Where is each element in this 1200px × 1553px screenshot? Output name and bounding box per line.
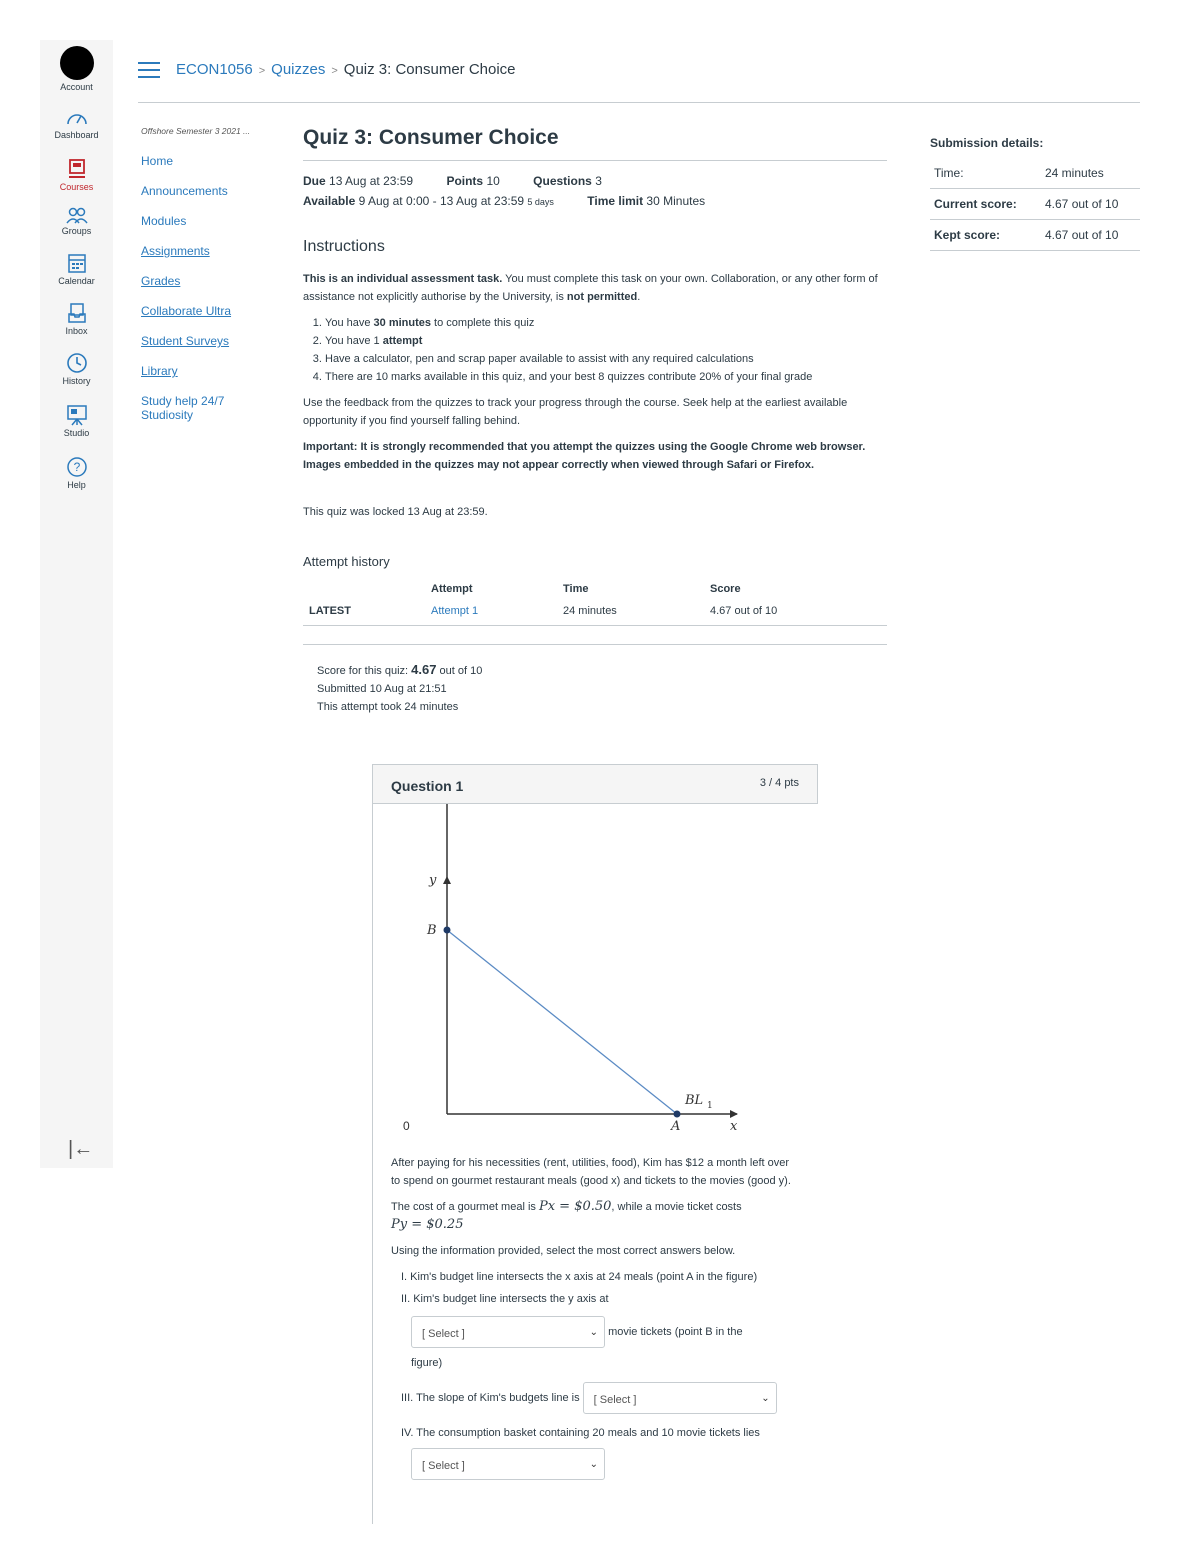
x-axis-label: x bbox=[730, 1119, 738, 1134]
nav-studio[interactable]: Studio bbox=[40, 404, 113, 438]
question-paragraph: After paying for his necessities (rent, utilities, food), Kim has $12 a month left over to spend on gourmet restaurant meals (good x) and tickets to the movies (good y). bbox=[391, 1157, 791, 1187]
breadcrumb-separator: > bbox=[258, 65, 266, 77]
origin-label: 0 bbox=[403, 1119, 410, 1133]
courses-icon bbox=[67, 158, 87, 180]
instructions-heading: Instructions bbox=[303, 238, 385, 255]
page-title: Quiz 3: Consumer Choice bbox=[303, 126, 887, 161]
time-limit-value: 30 Minutes bbox=[646, 194, 706, 208]
submission-row: Kept score: 4.67 out of 10 bbox=[930, 220, 1140, 251]
course-nav-studiosity[interactable]: Study help 24/7 Studiosity bbox=[141, 394, 225, 422]
studio-icon bbox=[66, 404, 88, 426]
feedback-paragraph: Use the feedback from the quizzes to track your progress through the course. Seek help at the earliest available opportunity if you find yourself falling behind. bbox=[303, 397, 848, 427]
course-nav bbox=[141, 126, 261, 438]
course-nav-grades[interactable]: Grades bbox=[141, 274, 181, 288]
slope-select[interactable]: [ Select ] ⌄ bbox=[583, 1382, 777, 1414]
due-value: 13 Aug at 23:59 bbox=[329, 174, 414, 188]
chevron-down-icon: ⌄ bbox=[589, 1327, 598, 1338]
y-intercept-select[interactable]: [ Select ] ⌄ bbox=[411, 1316, 605, 1348]
statement-iii: III. The slope of Kim's budgets line is bbox=[401, 1391, 580, 1404]
nav-groups[interactable]: Groups bbox=[40, 206, 113, 236]
important-paragraph: Important: It is strongly recommended that you attempt the quizzes using the Google Chrome web browser. Images embedded in the quizzes may not appear correctly when viewed through Safari or Firefox. bbox=[303, 441, 866, 471]
attempt-link[interactable]: Attempt 1 bbox=[431, 605, 479, 617]
nav-calendar[interactable]: Calendar bbox=[40, 252, 113, 286]
statement-iv: IV. The consumption basket containing 20 meals and 10 movie tickets lies bbox=[401, 1427, 760, 1439]
available-value: 9 Aug at 0:00 - 13 Aug at 23:59 bbox=[358, 194, 525, 208]
question-statements: I. Kim's budget line intersects the x axis at 24 meals (point A in the figure) II. Kim's budget line intersects the y axis at [ Select ] ⌄ movie tickets (point B in the figure) III. The slope of Kim's budgets line is [ Select ] ⌄ IV. The consumption basket containing 20 meals and 10 movie tickets lies [ Select ] ⌄ bbox=[391, 1268, 800, 1480]
list-item: 1. You have 30 minutes to complete this quiz bbox=[325, 314, 887, 332]
available-days: 5 days bbox=[527, 197, 554, 207]
question-body bbox=[373, 1154, 818, 1480]
breadcrumb-course[interactable]: ECON1056 bbox=[176, 61, 253, 78]
available-label: Available bbox=[303, 194, 356, 208]
course-nav-modules[interactable]: Modules bbox=[141, 214, 187, 228]
question-card bbox=[372, 764, 818, 1524]
table-row: LATEST Attempt 1 24 minutes 4.67 out of 10 bbox=[303, 599, 887, 626]
course-nav-library[interactable]: Library bbox=[141, 364, 178, 378]
y-axis-label: y bbox=[429, 873, 437, 888]
divider bbox=[303, 644, 887, 645]
term-label: Offshore Semester 3 2021 ... bbox=[141, 126, 251, 136]
budget-line bbox=[447, 930, 677, 1114]
submission-details bbox=[930, 136, 1140, 251]
y-arrow-icon bbox=[443, 876, 451, 884]
dashboard-icon bbox=[66, 108, 88, 128]
intro-paragraph: This is an individual assessment task. You must complete this task on your own. Collaboration, or any other form of assistance not explicitly authorise by the University, is not permitted. bbox=[303, 273, 878, 303]
breadcrumb-bar bbox=[138, 60, 1140, 103]
course-nav-assignments[interactable]: Assignments bbox=[141, 244, 210, 258]
due-label: Due bbox=[303, 174, 326, 188]
price-x: Px = $0.50 bbox=[538, 1199, 612, 1214]
nav-dashboard[interactable]: Dashboard bbox=[40, 108, 113, 140]
question-title: Question 1 bbox=[391, 778, 464, 794]
bl1-label: BL bbox=[685, 1093, 704, 1108]
list-item: 3. Have a calculator, pen and scrap paper available to assist with any required calculations bbox=[325, 350, 887, 368]
score-value: 4.67 bbox=[411, 662, 437, 677]
history-icon bbox=[66, 352, 88, 374]
collapse-nav-icon[interactable]: |← bbox=[68, 1138, 94, 1160]
nav-help[interactable]: ? Help bbox=[40, 456, 113, 490]
breadcrumb-current: Quiz 3: Consumer Choice bbox=[343, 61, 516, 78]
statement-ii: II. Kim's budget line intersects the y axis at bbox=[401, 1293, 609, 1305]
budget-line-graph bbox=[385, 804, 805, 1154]
submission-heading: Submission details: bbox=[930, 136, 1044, 150]
locked-notice: This quiz was locked 13 Aug at 23:59. bbox=[303, 506, 488, 518]
calendar-icon bbox=[67, 252, 87, 274]
inbox-icon bbox=[67, 302, 87, 324]
attempt-history-table: Attempt Time Score LATEST Attempt 1 24 minutes 4.67 out of 10 bbox=[303, 579, 887, 626]
chevron-down-icon: ⌄ bbox=[761, 1393, 770, 1404]
breadcrumb bbox=[176, 60, 516, 81]
price-y: Py = $0.25 bbox=[391, 1217, 464, 1232]
statement-i: I. Kim's budget line intersects the x axis at 24 meals (point A in the figure) bbox=[401, 1271, 758, 1283]
instructions-list bbox=[303, 314, 887, 386]
course-nav-collaborate-ultra[interactable]: Collaborate Ultra bbox=[141, 304, 232, 318]
point-b bbox=[444, 927, 451, 934]
quiz-meta bbox=[303, 171, 887, 212]
list-item: 4. There are 10 marks available in this quiz, and your best 8 quizzes contribute 20% of your final grade bbox=[325, 368, 887, 386]
points-value: 10 bbox=[486, 174, 500, 188]
svg-text:?: ? bbox=[73, 460, 80, 474]
course-nav-student-surveys[interactable]: Student Surveys bbox=[141, 334, 230, 348]
global-nav bbox=[40, 40, 113, 1168]
time-limit-label: Time limit bbox=[587, 194, 644, 208]
bl1-subscript: 1 bbox=[707, 1101, 713, 1111]
submission-row: Time: 24 minutes bbox=[930, 158, 1140, 189]
nav-inbox[interactable]: Inbox bbox=[40, 302, 113, 336]
questions-label: Questions bbox=[533, 174, 592, 188]
course-nav-home[interactable]: Home bbox=[141, 154, 174, 168]
groups-icon bbox=[65, 206, 89, 224]
question-prices: The cost of a gourmet meal is Px = $0.50, while a movie ticket costs Py = $0.25 bbox=[391, 1199, 742, 1232]
breadcrumb-quizzes[interactable]: Quizzes bbox=[271, 61, 326, 78]
list-item: 2. You have 1 attempt bbox=[325, 332, 887, 350]
point-a bbox=[674, 1111, 681, 1118]
point-b-label: B bbox=[427, 923, 437, 938]
breadcrumb-separator: > bbox=[331, 65, 338, 77]
nav-account[interactable]: Account bbox=[40, 46, 113, 92]
nav-history[interactable]: History bbox=[40, 352, 113, 386]
quiz-summary: Score for this quiz: 4.67 out of 10 Submitted 10 Aug at 21:51 This attempt took 24 minutes bbox=[317, 662, 483, 713]
nav-courses[interactable]: Courses bbox=[40, 158, 113, 192]
attempt-history-heading: Attempt history bbox=[303, 554, 390, 569]
help-icon bbox=[66, 456, 88, 478]
point-a-label: A bbox=[671, 1119, 681, 1134]
question-points: 3 / 4 pts bbox=[759, 777, 799, 789]
submission-row: Current score: 4.67 out of 10 bbox=[930, 189, 1140, 220]
chevron-down-icon: ⌄ bbox=[589, 1459, 598, 1470]
x-arrow-icon bbox=[730, 1110, 738, 1118]
question-paragraph: Using the information provided, select the most correct answers below. bbox=[391, 1245, 736, 1257]
basket-select[interactable]: [ Select ] ⌄ bbox=[411, 1448, 605, 1480]
avatar-icon bbox=[60, 46, 94, 80]
points-label: Points bbox=[446, 174, 484, 188]
quiz-main bbox=[303, 126, 887, 716]
hamburger-menu-icon[interactable] bbox=[138, 62, 160, 78]
course-nav-announcements[interactable]: Announcements bbox=[141, 184, 228, 198]
question-header bbox=[373, 764, 818, 804]
questions-value: 3 bbox=[595, 174, 602, 188]
